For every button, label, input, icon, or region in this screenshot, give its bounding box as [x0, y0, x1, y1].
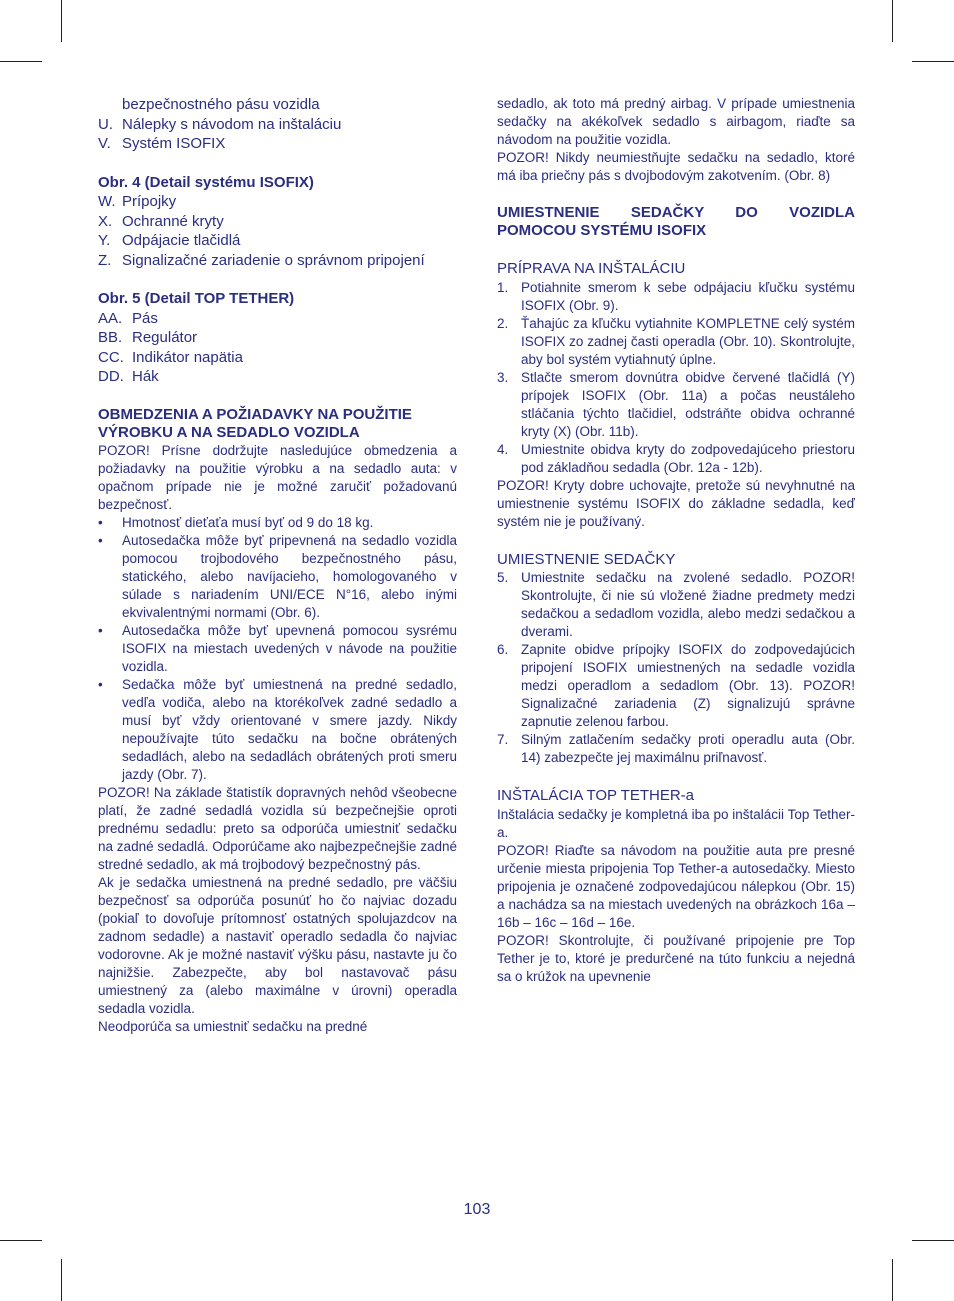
list-item [98, 115, 457, 135]
list-item-label: 1. [497, 279, 509, 295]
list-item [98, 231, 457, 251]
list-item-text: Zapnite obidve prípojky ISOFIX do zodpovedajúcich pripojení ISOFIX umiestnených na sedadle vozidla medzi operadlom a sedadlom (Obr. 13). POZOR! Signalizačné zariadenia (Z) signalizujú správne zapnutie zelenou farbou. [521, 642, 855, 729]
crop-mark [912, 1240, 954, 1241]
list-item [497, 279, 855, 315]
list-item-label: W. [98, 193, 116, 210]
subsection-heading: PRÍPRAVA NA INŠTALÁCIU [497, 260, 686, 277]
list-item-text: Indikátor napätia [132, 348, 243, 366]
list-item-label: X. [98, 212, 113, 230]
list-item-text: Ochranné kryty [122, 212, 224, 230]
crop-mark [61, 1259, 62, 1301]
crop-mark [0, 61, 42, 62]
list-item [98, 367, 457, 387]
bullet-item [98, 676, 457, 784]
list-item [98, 328, 457, 348]
bullet-glyph: • [98, 622, 103, 638]
bullet-glyph: • [98, 676, 103, 692]
paragraph: POZOR! Riaďte sa návodom na použitie auta pre presné určenie miesta pripojenia Top Tether-a autosedačky. Miesto pripojenia je označené zodpovedajúcou nálepkou (Obr. 15) a nachádza sa na miestach uvedených na obrázkoch 16a – 16b – 16c – 16d – 16e. [497, 842, 855, 930]
bullet-glyph: • [98, 514, 103, 530]
list-item-text: Prípojky [122, 193, 177, 210]
list-item [98, 309, 457, 329]
crop-mark [0, 1240, 42, 1241]
subsection-heading: INŠTALÁCIA TOP TETHER-a [497, 787, 695, 804]
list-item-text: Silným zatlačením sedačky proti operadlu auta (Obr. 14) zabezpečte jej maximálnu priľnavosť. [521, 732, 855, 765]
bullet-text: Hmotnosť dieťaťa musí byť od 9 do 18 kg. [122, 514, 374, 530]
list-item-label: AA. [98, 309, 123, 327]
list-item [98, 251, 457, 271]
list-item [98, 192, 457, 212]
list-item [98, 95, 457, 115]
list-item-text: Pás [132, 309, 158, 327]
crop-mark [61, 0, 62, 42]
list-item-label: BB. [98, 329, 123, 346]
list-item [497, 441, 855, 477]
crop-mark [892, 1259, 893, 1301]
list-item-text: Ťahajúc za kľučku vytiahnite KOMPLETNE celý systém ISOFIX zo zadnej časti operadla (Obr. 10). Skontrolujte, aby bol systém vytiahnutý úplne. [521, 315, 855, 367]
section-heading: UMIESTNENIE SEDAČKY DO VOZIDLA POMOCOU SYSTÉMU ISOFIX [497, 204, 855, 239]
list-item [497, 569, 855, 641]
list-item [98, 212, 457, 232]
left-column [98, 95, 457, 1036]
list-item-label: 2. [497, 315, 509, 331]
section-heading: OBMEDZENIA A POŽIADAVKY NA POUŽITIE VÝROBKU A NA SEDADLO VOZIDLA [98, 405, 412, 441]
list-item-label: DD. [98, 368, 124, 385]
list-item-text: bezpečnostného pásu vozidla [122, 96, 320, 113]
bullet-text: Autosedačka môže byť upevnená pomocou sysrému ISOFIX na miestach uvedených v návode na použitie vozidla. [122, 622, 457, 674]
bullet-text: Autosedačka môže byť pripevnená na sedadlo vozidla pomocou trojbodového bezpečnostného pásu, statického, alebo navíjacieho, homologovaného v súlade s nariadením UNI/ECE N°16, alebo inými ekvivalentnými normami (Obr. 6). [122, 532, 457, 620]
crop-mark [912, 61, 954, 62]
paragraph: POZOR! Nikdy neumiestňujte sedačku na sedadlo, ktoré má iba priečny pás s dvojbodovým zakotvením. (Obr. 8) [497, 150, 855, 183]
list-item-text: Umiestnite sedačku na zvolené sedadlo. POZOR! Skontrolujte, či nie sú vložené žiadne predmety medzi sedačkou a sedadlom vozidla, alebo medzi sedačkou a dverami. [521, 570, 855, 639]
list-item-text: Umiestnite obidva kryty do zodpovedajúceho priestoru pod základňou sedadla (Obr. 12a - 12b). [521, 441, 855, 475]
list-item-text: Odpájacie tlačidlá [122, 232, 241, 249]
list-item-text: Hák [132, 368, 159, 385]
right-column [497, 95, 855, 986]
figure-4-title: Obr. 4 (Detail systému ISOFIX) [98, 173, 314, 191]
list-item-label: U. [98, 115, 113, 133]
bullet-text: Sedačka môže byť umiestnená na predné sedadlo, vedľa vodiča, alebo na ktorékoľvek zadné sedadlo a musí byť vždy orientované v smere jazdy. Nikdy nepoužívajte túto sedačku na bočne obrátených sedadlách, alebo na sedadlách obrátených proti smeru jazdy (Obr. 7). [122, 676, 457, 782]
paragraph: sedadlo, ak toto má predný airbag. V prípade umiestnenia sedačky na akékoľvek sedadlo s airbagom, riaďte sa návodom na použitie vozidla. [497, 96, 855, 147]
paragraph: Neodporúča sa umiestniť sedačku na predné [98, 1018, 368, 1034]
list-item-text: Systém ISOFIX [122, 135, 226, 152]
list-item-text: Potiahnite smerom k sebe odpájaciu kľučku systému ISOFIX (Obr. 9). [521, 279, 855, 313]
list-item-text: Nálepky s návodom na inštaláciu [122, 115, 342, 133]
bullet-item [98, 514, 457, 532]
list-item-label: 6. [497, 642, 509, 657]
figure-5-title: Obr. 5 (Detail TOP TETHER) [98, 290, 295, 307]
list-item [497, 369, 855, 441]
list-item-label: CC. [98, 348, 124, 366]
page-number: 103 [463, 1201, 491, 1218]
paragraph: POZOR! Kryty dobre uchovajte, pretože sú nevyhnutné na umiestnenie systému ISOFIX do základne sedadla, keď systém nie je používaný. [497, 477, 855, 529]
list-item [497, 641, 855, 731]
list-item-label: 7. [497, 732, 509, 747]
paragraph: POZOR! Prísne dodržujte nasledujúce obmedzenia a požiadavky na použitie výrobku a na sedadlo auta: v opačnom prípade nie je možné zaručiť požadovanú bezpečnosť. [98, 442, 457, 512]
bullet-item [98, 622, 457, 676]
list-item-text: Stlačte smerom dovnútra obidve červené tlačidlá (Y) prípojek ISOFIX (Obr. 11a) a počas neustáleho stláčania týchto tlačidiel, odstráňte obidva ochranné kryty (X) (Obr. 11b). [521, 369, 855, 439]
list-item-label: Y. [98, 232, 111, 249]
paragraph: POZOR! Skontrolujte, či používané pripojenie pre Top Tether je to, ktoré je predurčené na túto funkciu a nejedná sa o krúžok na upevnenie [497, 932, 855, 984]
subsection-heading: UMIESTNENIE SEDAČKY [497, 550, 676, 568]
list-item [497, 731, 855, 767]
list-item-label: 4. [497, 441, 509, 457]
bullet-item [98, 532, 457, 622]
crop-mark [892, 0, 893, 42]
list-item-text: Signalizačné zariadenie o správnom pripojení [122, 251, 425, 269]
list-item [98, 348, 457, 368]
list-item-label: Z. [98, 251, 112, 269]
bullet-glyph: • [98, 532, 103, 548]
list-item [98, 134, 457, 154]
paragraph: Inštalácia sedačky je kompletná iba po inštalácii Top Tether-a. [497, 806, 855, 840]
list-item [497, 315, 855, 369]
list-item-text: Regulátor [132, 329, 198, 346]
list-item-label: 5. [497, 570, 509, 585]
list-item-label: 3. [497, 369, 509, 385]
paragraph: POZOR! Na základe štatistík dopravných nehôd všeobecne platí, že zadné sedadlá vozidla sú bezpečnejšie oproti prednému sedadlu: preto sa odporúča umiestniť sedačku na zadné sedadlá. Odporúčame ako najbezpečnejšie zadné stredné sedadlo, ak má trojbodový bezpečnostný pás. [98, 784, 457, 872]
list-item-label: V. [98, 135, 111, 152]
paragraph: Ak je sedačka umiestnená na predné sedadlo, pre väčšiu bezpečnosť sa odporúča posunúť ho čo najviac dozadu (pokiaľ to dovoľuje prítomnosť ostatných spolujazdcov na zadnom sedadle) a nastaviť operadlo sedadla čo najviac vodorovne. Ak je možné nastaviť výšku pásu, nastavte ju čo najnižšie. Zabezpečte, aby bol nastavovač pásu umiestnený za (alebo maximálne v úrovni) operadla sedadla vozidla. [98, 874, 457, 1016]
